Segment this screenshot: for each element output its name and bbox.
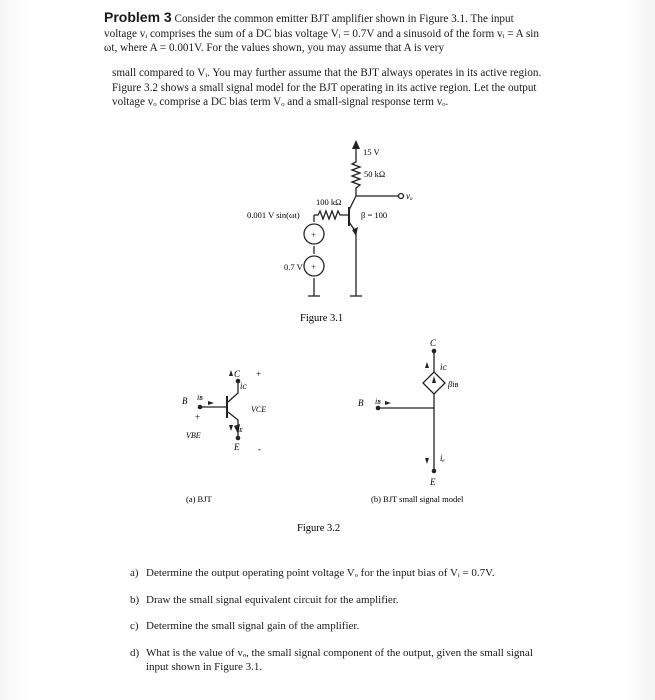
b-ic-label: iᴄ [440, 362, 447, 372]
problem-para-2: small compared to Vᵢ. You may further assume that the BJT always operates in its active region. Figure 3.2 shows a small signal model for the BJT operating in its active region. Let the output voltage vₒ comprise a DC bias term Vₒ and a small-signal response term vₒ. [112, 67, 542, 109]
b-b-label: B [358, 398, 364, 408]
b-src-label: βiʙ [448, 379, 459, 389]
question-d-text: What is the value of vₒ, the small signal component of the output, given the small signal input shown in Figure 3.1. [146, 646, 533, 673]
model-ic-arrow-icon [425, 362, 429, 368]
model-base-node-icon [376, 406, 381, 411]
beta-label: β = 100 [361, 210, 388, 220]
a-plus-mid: + [195, 412, 201, 422]
ac-plus-icon: + [311, 230, 317, 240]
model-ib-arrow-icon [385, 401, 391, 405]
a-plus-top: + [256, 369, 262, 379]
vsin-label: 0.001 V sin(ωt) [247, 210, 300, 220]
ie-arrow-icon [229, 425, 233, 431]
question-a [130, 566, 550, 580]
problem-para-1: Consider the common emitter BJT amplifier shown in Figure 3.1. The input voltage vᵢ comprises the sum of a DC bias voltage Vᵢ = 0.7V and a sinusoid of the form vᵢ = A sin ωt, where A = 0.001V. For the values shown, you may assume that A is very [104, 13, 539, 55]
a-vce-label: VCE [251, 405, 267, 414]
b-ie-label: iₑ [440, 453, 445, 463]
bjt-collector-lead [228, 383, 238, 402]
a-ic-label: iᴄ [240, 381, 247, 391]
a-e-label: E [234, 442, 240, 452]
question-b [130, 593, 550, 607]
dc-plus-icon: + [311, 262, 317, 272]
question-c-label: c) [130, 620, 139, 632]
vo-label: vₒ [406, 191, 413, 201]
ib-arrow-icon [208, 401, 214, 405]
a-vbe-label: VBE [186, 431, 201, 440]
rc-label: 50 kΩ [364, 169, 386, 179]
base-node-icon [198, 405, 203, 410]
question-a-text: Determine the output operating point voltage Vₒ for the input bias of Vᵢ = 0.7V. [146, 567, 495, 579]
a-ie-label: iᴇ [237, 425, 243, 434]
question-c-text: Determine the small signal gain of the amplifier. [146, 620, 360, 632]
rb-label: 100 kΩ [316, 197, 342, 207]
emitter-node-icon [236, 436, 241, 441]
question-d-label: d) [130, 646, 140, 659]
dependent-source-arrow-icon [432, 376, 436, 383]
model-ie-arrow-icon [425, 458, 429, 464]
model-collector-node-icon [432, 349, 437, 354]
a-b-label: B [182, 396, 188, 406]
model-emitter-node-icon [432, 469, 437, 474]
b-e-label: E [430, 477, 436, 487]
question-a-label: a) [130, 567, 139, 579]
question-b-label: b) [130, 593, 140, 606]
supply-label: 15 V [363, 147, 380, 157]
a-caption: (a) BJT [186, 494, 212, 504]
ic-arrow-icon [229, 370, 233, 376]
question-c [130, 619, 550, 633]
figure-3-2-caption: Figure 3.2 [297, 523, 341, 534]
a-c-label: C [234, 369, 241, 379]
problem-heading: Problem 3 [104, 9, 172, 25]
b-ib-label: iʙ [375, 397, 381, 406]
b-c-label: C [430, 338, 437, 348]
a-minus: - [258, 444, 261, 454]
question-d [130, 646, 550, 674]
question-b-text: Draw the small signal equivalent circuit for the amplifier. [146, 593, 399, 606]
question-list [130, 566, 550, 686]
vdc-label: 0.7 V [284, 262, 303, 272]
a-ib-label: iʙ [197, 393, 203, 402]
figure-3-1-caption: Figure 3.1 [300, 313, 344, 324]
b-caption: (b) BJT small signal model [371, 494, 464, 504]
